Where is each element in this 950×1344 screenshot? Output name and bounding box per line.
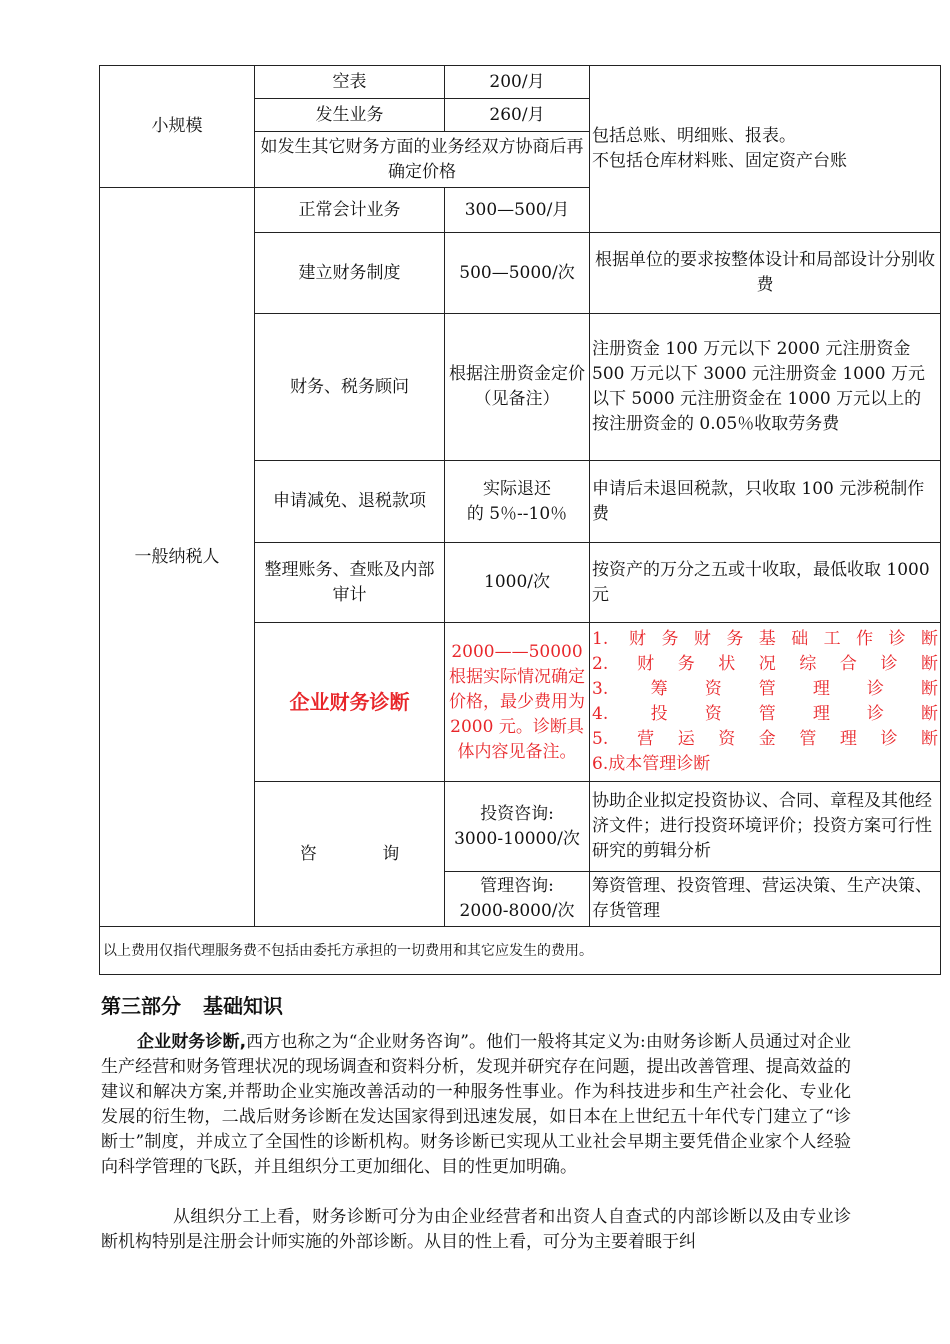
price-audit: 1000/次 [445,543,590,623]
diagnosis-item: 3. 筹资管理诊断 [592,679,938,699]
price-business: 260/月 [445,99,590,132]
table-footer-note: 以上费用仅指代理服务费不包括由委托方承担的一切费用和其它应发生的费用。 [100,927,941,975]
price-empty-form: 200/月 [445,66,590,99]
service-empty-form: 空表 [255,66,445,99]
paragraph-definition-body: 西方也称之为“企业财务咨询”。他们一般将其定义为:由财务诊断人员通过对企业生产经营和财务管理状况的现场调查和资料分析，发现并研究存在问题，提出改善管理、提高效益的建议和解决方案,并帮助企业实施改善活动的一种服务性事业。作为科技进步和生产社会化、专业化发展的衍生物，二战后财务诊断在发达国家得到迅速发展，如日本在上世纪五十年代专门建立了“诊断士”制度，并成立了全国性的诊断机构。财务诊断已实现从工业社会早期主要凭借企业家个人经验向科学管理的飞跃，并且组织分工更加细化、目的性更加明确。 [101,1032,851,1177]
paragraph-definition [101,1030,851,1180]
remark-small-scale-line1: 包括总账、明细账、报表。 [592,126,796,146]
remark-small-scale-line2: 不包括仓库材料账、固定资产台账 [592,151,847,171]
remark-audit: 按资产的万分之五或十收取，最低收取 1000 元 [590,543,941,623]
remark-financial-system: 根据单位的要求按整体设计和局部设计分别收费 [590,233,941,314]
diagnosis-items [590,623,941,782]
section-part: 第三部分 [101,994,181,1018]
price-management-consulting [445,872,590,927]
price-financial-diagnosis: 2000——50000 根据实际情况确定价格，最少费用为 2000 元。诊断具体内容见备注。 [445,623,590,782]
service-audit: 整理账务、查账及内部审计 [255,543,445,623]
price-management-consulting-line1: 管理咨询: [480,876,554,896]
price-management-consulting-line2: 2000-8000/次 [459,901,575,921]
consulting-label: 咨 询 [299,843,400,864]
remark-management-consulting: 筹资管理、投资管理、营运决策、生产决策、存货管理 [590,872,941,927]
diagnosis-item: 1. 财务财务基础工作诊断 [592,629,938,649]
price-advisor: 根据注册资金定价（见备注） [445,314,590,461]
price-tax-refund-line2: 的 5％--10％ [466,503,568,524]
section-heading [101,990,283,1019]
price-tax-refund-line1: 实际退还 [483,478,551,499]
remark-small-scale [590,66,941,233]
other-business-note: 如发生其它财务方面的业务经双方协商后再确定价格 [255,132,590,188]
remark-investment-consulting: 协助企业拟定投资协议、合同、章程及其他经济文件；进行投资环境评价；投资方案可行性研究的剪辑分析 [590,782,941,872]
fee-schedule-table [99,65,941,975]
diagnosis-item: 5. 营运资金管理诊断 [592,729,938,749]
paragraph-classification: 从组织分工上看，财务诊断可分为由企业经营者和出资人自查式的内部诊断以及由专业诊断机构特别是注册会计师实施的外部诊断。从目的性上看，可分为主要着眼于纠 [101,1207,851,1252]
paragraph-term: 企业财务诊断, [137,1032,247,1052]
diagnosis-item: 2. 财务状况综合诊断 [592,654,938,674]
category-small-scale: 小规模 [100,66,255,188]
diagnosis-item: 6.成本管理诊断 [592,754,711,774]
price-regular-accounting: 300—500/月 [445,188,590,233]
service-regular-accounting: 正常会计业务 [255,188,445,233]
remark-tax-refund: 申请后未退回税款，只收取 100 元涉税制作费 [590,461,941,543]
service-tax-refund: 申请减免、退税款项 [255,461,445,543]
price-investment-consulting-line1: 投资咨询: [480,803,554,824]
service-financial-system: 建立财务制度 [255,233,445,314]
price-investment-consulting-line2: 3000-10000/次 [454,828,580,849]
price-tax-refund [445,461,590,543]
service-financial-diagnosis: 企业财务诊断 [255,623,445,782]
price-financial-system: 500—5000/次 [445,233,590,314]
service-advisor: 财务、税务顾问 [255,314,445,461]
service-business: 发生业务 [255,99,445,132]
diagnosis-item: 4. 投资管理诊断 [592,704,938,724]
remark-advisor: 注册资金 100 万元以下 2000 元注册资金 500 万元以下 3000 元注册资金 1000 万元以下 5000 元注册资金在 1000 万元以上的按注册资金的 0.05％收取劳务费 [590,314,941,461]
category-general-taxpayer: 一般纳税人 [100,188,255,927]
service-consulting [255,782,445,927]
section-title: 基础知识 [203,994,283,1018]
price-investment-consulting [445,782,590,872]
